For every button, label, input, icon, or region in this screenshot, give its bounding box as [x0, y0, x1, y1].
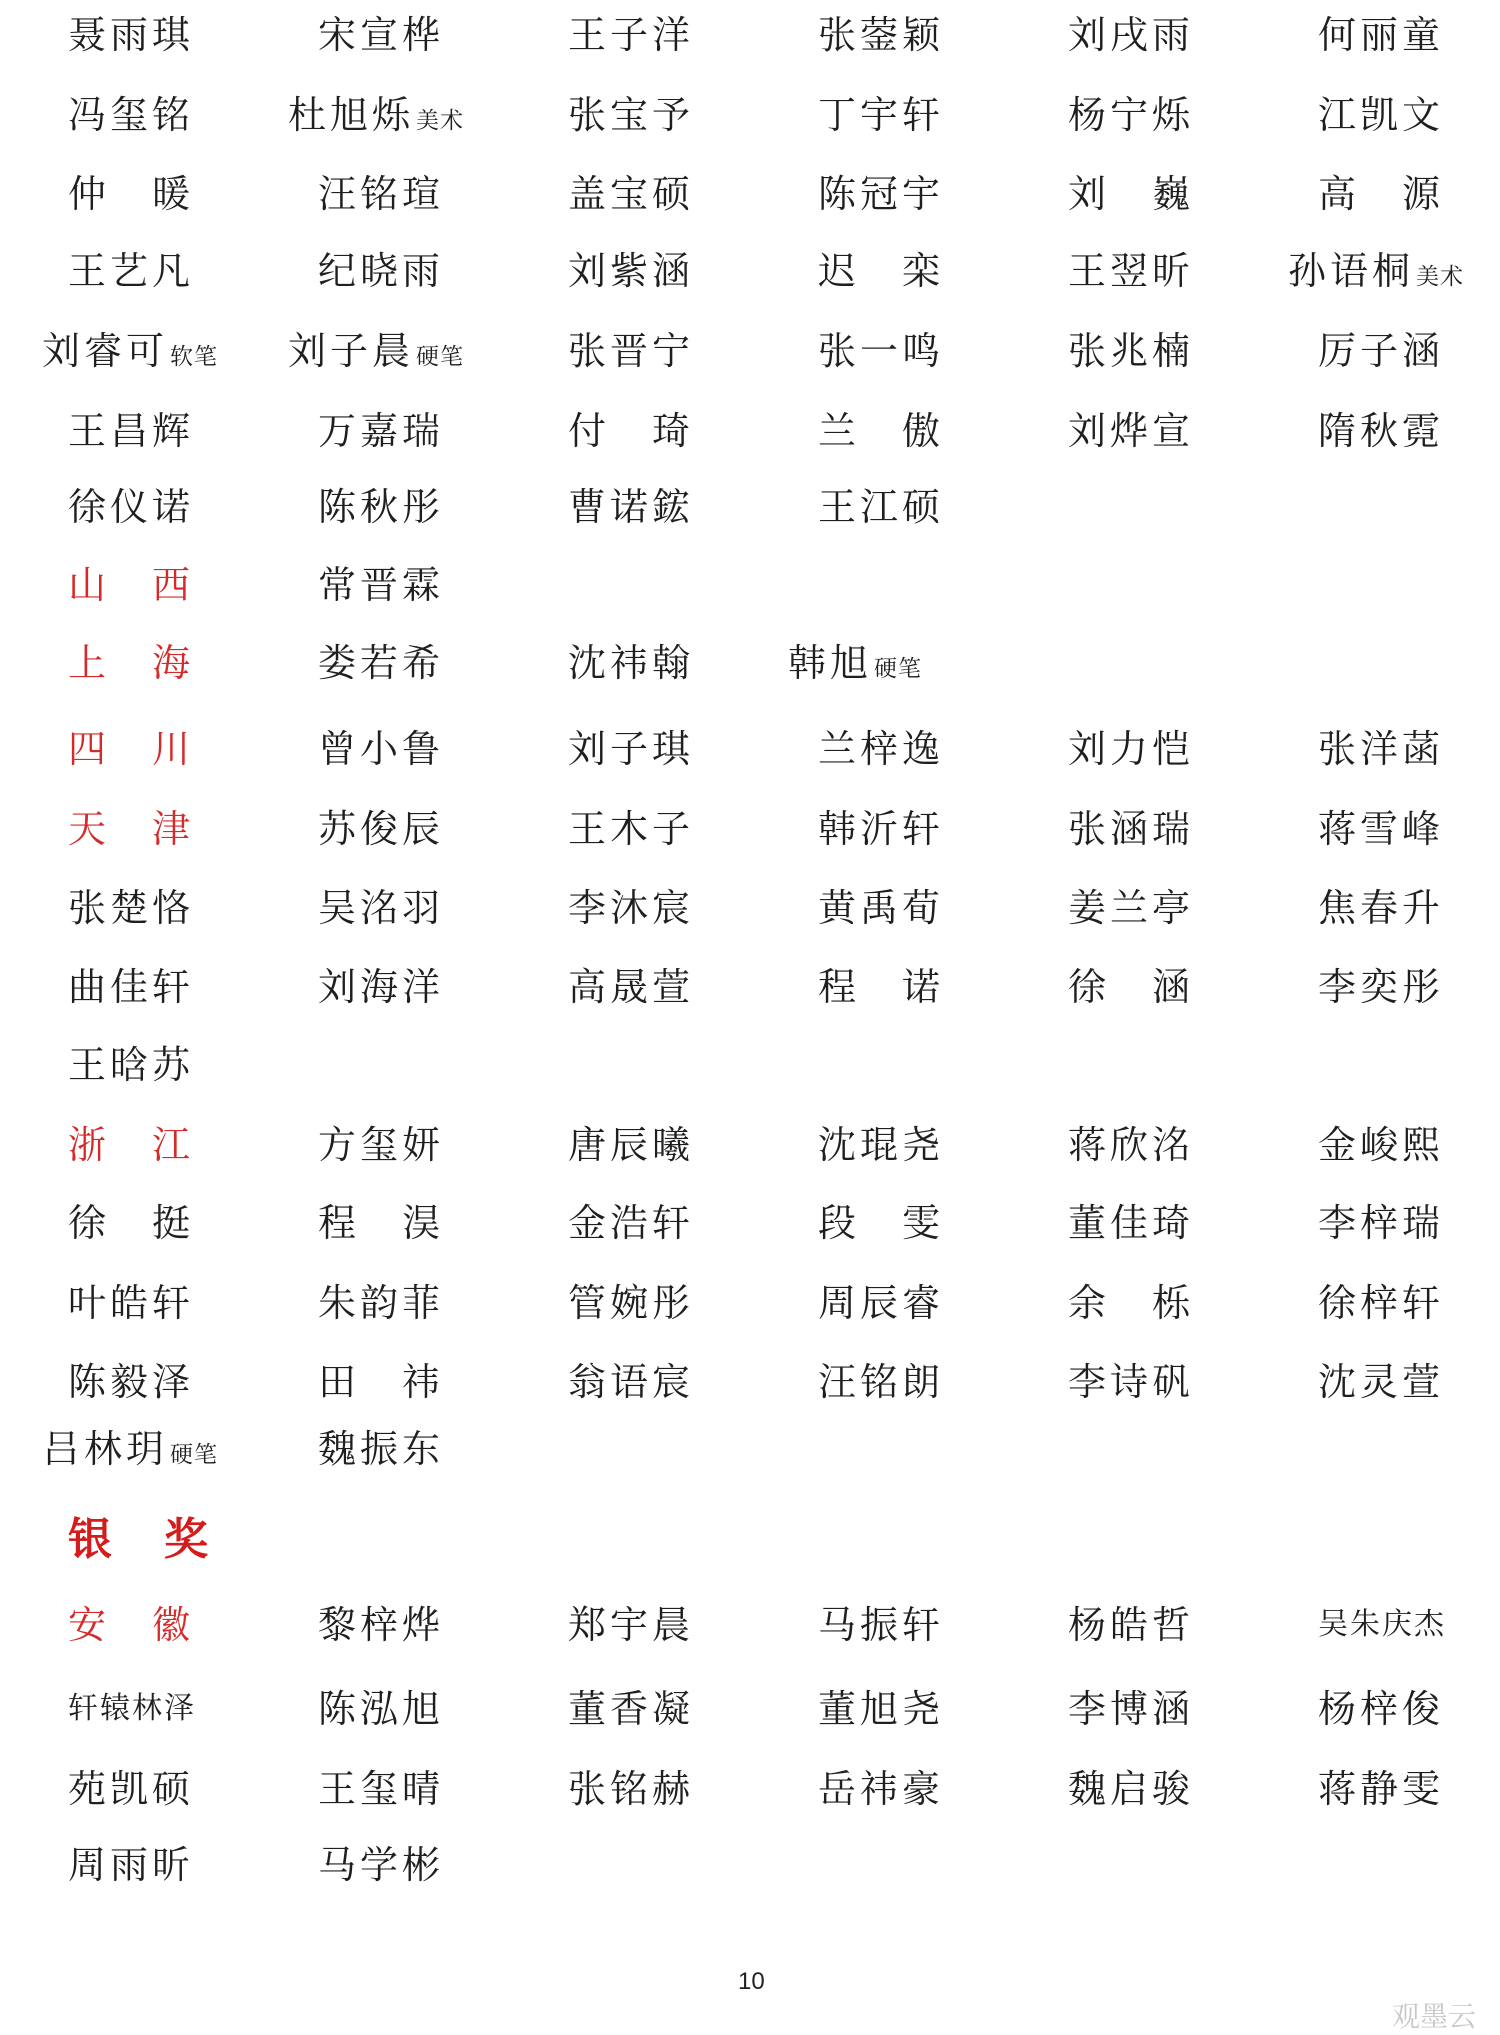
name-text: 李梓瑞 [1318, 1201, 1445, 1245]
student-name [568, 1188, 694, 1258]
student-name [318, 628, 444, 698]
student-name [1318, 1754, 1444, 1824]
student-name [1318, 1268, 1444, 1338]
student-name [818, 1110, 944, 1180]
name-text: 翁语宸 [568, 1360, 695, 1404]
student-name [318, 1590, 444, 1660]
student-name [1068, 0, 1194, 70]
student-name [1318, 1674, 1444, 1744]
student-name [1318, 952, 1444, 1022]
name-text: 孙语桐 [1288, 249, 1415, 293]
name-text: 周雨昕 [68, 1843, 195, 1887]
name-text: 陈冠宇 [818, 172, 945, 216]
name-text: 刘子晨 [288, 329, 415, 373]
student-name [68, 1030, 194, 1100]
name-text: 汪铭瑄 [318, 172, 445, 216]
name-text: 纪晓雨 [318, 249, 445, 293]
category-tag: 软笔 [170, 344, 219, 370]
student-name [68, 396, 194, 466]
name-row [0, 316, 1500, 386]
name-text: 刘海洋 [318, 965, 445, 1009]
name-text: 曲佳轩 [68, 965, 195, 1009]
student-name [318, 396, 444, 466]
watermark: 观墨云 [1392, 2001, 1477, 2032]
category-tag: 美术 [416, 108, 465, 134]
region-row [0, 1110, 1500, 1180]
name-text: 高 源 [1318, 172, 1445, 216]
name-text: 厉子涵 [1318, 329, 1445, 373]
region-label [68, 628, 194, 698]
name-text: 魏启骏 [1068, 1767, 1195, 1811]
name-text: 李诗矾 [1068, 1360, 1195, 1404]
student-name [818, 1268, 944, 1338]
name-text: 蒋雪峰 [1318, 807, 1445, 851]
name-text: 江凯文 [1318, 93, 1445, 137]
name-text: 余 栎 [1068, 1281, 1195, 1325]
student-name [818, 316, 944, 386]
name-text: 张蓥颖 [818, 13, 945, 57]
name-text: 李博涵 [1068, 1687, 1195, 1731]
student-name [568, 1347, 694, 1417]
student-name [68, 873, 194, 943]
name-text: 刘 巍 [1068, 172, 1195, 216]
student-name [1318, 873, 1444, 943]
name-text: 朱韵菲 [318, 1281, 445, 1325]
name-text: 兰 傲 [818, 409, 945, 453]
student-name [1068, 873, 1194, 943]
name-text: 沈灵萱 [1318, 1360, 1445, 1404]
name-text: 苑凯硕 [68, 1767, 195, 1811]
name-text: 陈泓旭 [318, 1687, 445, 1731]
region-label [68, 550, 194, 620]
name-text: 李沐宸 [568, 886, 695, 930]
student-name [318, 0, 444, 70]
name-text: 岳祎豪 [818, 1767, 945, 1811]
student-name [568, 952, 694, 1022]
region-label [68, 1590, 194, 1660]
student-name [1318, 159, 1444, 229]
student-name [68, 0, 194, 70]
name-row [0, 472, 1500, 542]
name-text: 马学彬 [318, 1843, 445, 1887]
award-title [68, 1505, 212, 1575]
name-text: 张兆楠 [1068, 329, 1195, 373]
name-text: 徐梓轩 [1318, 1281, 1445, 1325]
name-text: 盖宝硕 [568, 172, 695, 216]
category-tag: 硬笔 [170, 1442, 219, 1468]
student-name [1068, 1268, 1194, 1338]
name-text: 马振轩 [818, 1603, 945, 1647]
name-row [0, 1030, 1500, 1100]
award-heading-row [0, 1505, 1500, 1575]
name-text: 常晋霖 [318, 563, 445, 607]
student-name [42, 316, 218, 392]
name-text: 黄禹荀 [818, 886, 945, 930]
name-text: 聂雨琪 [68, 13, 195, 57]
name-text: 吕林玥 [42, 1427, 169, 1471]
student-name [1068, 80, 1194, 150]
student-name [318, 236, 444, 306]
name-row [0, 1414, 1500, 1484]
name-text: 魏振东 [318, 1427, 445, 1471]
name-text: 天 津 [68, 807, 195, 851]
student-name [318, 550, 444, 620]
name-text: 杜旭烁 [288, 93, 415, 137]
name-text: 董佳琦 [1068, 1201, 1195, 1245]
name-text: 韩旭 [788, 641, 873, 685]
student-name [1068, 396, 1194, 466]
name-text: 曹诺鋐 [568, 485, 695, 529]
student-name [568, 1590, 694, 1660]
student-name [318, 1414, 444, 1484]
student-name [1318, 714, 1444, 784]
student-name [1068, 1188, 1194, 1258]
student-name [1068, 1590, 1194, 1660]
name-text: 蒋静雯 [1318, 1767, 1445, 1811]
student-name [318, 1268, 444, 1338]
name-text: 四 川 [68, 727, 195, 771]
name-text: 杨皓哲 [1068, 1603, 1195, 1647]
student-name [1068, 1110, 1194, 1180]
name-text: 王木子 [568, 807, 695, 851]
name-text: 刘烨宣 [1068, 409, 1195, 453]
student-name [68, 1347, 194, 1417]
name-text: 付 琦 [568, 409, 695, 453]
student-name [788, 628, 922, 704]
name-text: 万嘉瑞 [318, 409, 445, 453]
student-name [318, 1830, 444, 1900]
region-row [0, 714, 1500, 784]
name-text: 管婉彤 [568, 1281, 695, 1325]
region-label [68, 1110, 194, 1180]
name-text: 唐辰曦 [568, 1123, 695, 1167]
name-row [0, 1674, 1500, 1744]
name-text: 轩辕林泽 [68, 1691, 196, 1726]
name-text: 金峻熙 [1318, 1123, 1445, 1167]
student-name [568, 1674, 694, 1744]
name-text: 蒋欣洺 [1068, 1123, 1195, 1167]
name-text: 陈秋彤 [318, 485, 445, 529]
student-name [818, 1188, 944, 1258]
category-tag: 美术 [1416, 264, 1465, 290]
name-text: 丁宇轩 [818, 93, 945, 137]
region-row [0, 1590, 1500, 1660]
student-name [68, 1754, 194, 1824]
name-text: 杨梓俊 [1318, 1687, 1445, 1731]
student-name [1068, 236, 1194, 306]
name-text: 冯玺铭 [68, 93, 195, 137]
name-text: 田 祎 [318, 1360, 445, 1404]
name-row [0, 80, 1500, 150]
student-name [568, 316, 694, 386]
student-name [818, 873, 944, 943]
name-text: 安 徽 [68, 1603, 195, 1647]
student-name [42, 1414, 218, 1490]
student-name [288, 80, 464, 156]
student-name [568, 1110, 694, 1180]
student-name [568, 873, 694, 943]
name-text: 王翌昕 [1068, 249, 1195, 293]
student-name [568, 472, 694, 542]
name-text: 沈琨尧 [818, 1123, 945, 1167]
student-name [318, 1754, 444, 1824]
name-text: 徐 挺 [68, 1201, 195, 1245]
student-name [1068, 159, 1194, 229]
name-row [0, 873, 1500, 943]
name-text: 张一鸣 [818, 329, 945, 373]
name-text: 刘子琪 [568, 727, 695, 771]
student-name [568, 159, 694, 229]
student-name [818, 1754, 944, 1824]
name-text: 沈祎翰 [568, 641, 695, 685]
name-text: 刘睿可 [42, 329, 169, 373]
name-text: 张宝予 [568, 93, 695, 137]
name-text: 隋秋霓 [1318, 409, 1445, 453]
name-text: 王昌辉 [68, 409, 195, 453]
name-text: 周辰睿 [818, 1281, 945, 1325]
name-text: 吴洺羽 [318, 886, 445, 930]
student-name [818, 1674, 944, 1744]
student-name [1318, 0, 1444, 70]
name-text: 迟 栾 [818, 249, 945, 293]
name-row [0, 952, 1500, 1022]
name-text: 程 诺 [818, 965, 945, 1009]
student-name [318, 794, 444, 864]
name-row [0, 236, 1500, 306]
student-name [1318, 1590, 1446, 1660]
name-text: 焦春升 [1318, 886, 1445, 930]
student-name [318, 873, 444, 943]
name-row [0, 1188, 1500, 1258]
name-text: 张铭赫 [568, 1767, 695, 1811]
name-text: 张楚恪 [68, 886, 195, 930]
student-name [318, 1674, 444, 1744]
student-name [1318, 396, 1444, 466]
student-name [318, 1188, 444, 1258]
student-name [318, 714, 444, 784]
student-name [818, 714, 944, 784]
student-name [1068, 952, 1194, 1022]
student-name [818, 396, 944, 466]
name-text: 徐仪诺 [68, 485, 195, 529]
name-text: 徐 涵 [1068, 965, 1195, 1009]
name-text: 程 淏 [318, 1201, 445, 1245]
region-label [68, 794, 194, 864]
name-text: 浙 江 [68, 1123, 195, 1167]
name-text: 高晟萱 [568, 965, 695, 1009]
student-name [568, 794, 694, 864]
student-name [568, 1754, 694, 1824]
name-text: 张晋宁 [568, 329, 695, 373]
name-text: 兰梓逸 [818, 727, 945, 771]
name-text: 段 雯 [818, 1201, 945, 1245]
name-text: 王晗苏 [68, 1043, 195, 1087]
name-text: 汪铭朗 [818, 1360, 945, 1404]
name-text: 杨宁烁 [1068, 93, 1195, 137]
name-row [0, 159, 1500, 229]
region-label [68, 714, 194, 784]
name-text: 姜兰亭 [1068, 886, 1195, 930]
student-name [1068, 1347, 1194, 1417]
student-name [1068, 794, 1194, 864]
name-text: 王子洋 [568, 13, 695, 57]
student-name [818, 236, 944, 306]
student-name [568, 628, 694, 698]
student-name [1318, 1188, 1444, 1258]
category-tag: 硬笔 [416, 344, 465, 370]
name-text: 叶皓轩 [68, 1281, 195, 1325]
name-text: 刘戌雨 [1068, 13, 1195, 57]
name-text: 李奕彤 [1318, 965, 1445, 1009]
name-text: 方玺妍 [318, 1123, 445, 1167]
name-text: 韩沂轩 [818, 807, 945, 851]
student-name [818, 1347, 944, 1417]
student-name [318, 472, 444, 542]
student-name [568, 396, 694, 466]
student-name [1068, 1674, 1194, 1744]
student-name [68, 1188, 194, 1258]
student-name [1068, 1754, 1194, 1824]
student-name [68, 1268, 194, 1338]
name-row [0, 1754, 1500, 1824]
name-text: 上 海 [68, 641, 195, 685]
name-text: 宋宣桦 [318, 13, 445, 57]
student-name [818, 1590, 944, 1660]
student-name [1318, 794, 1444, 864]
name-text: 郑宇晨 [568, 1603, 695, 1647]
student-name [818, 794, 944, 864]
student-name [1318, 80, 1444, 150]
name-text: 董香凝 [568, 1687, 695, 1731]
name-text: 银 奖 [68, 1514, 212, 1565]
student-name [68, 472, 194, 542]
student-name [68, 159, 194, 229]
name-text: 娄若希 [318, 641, 445, 685]
name-row [0, 1268, 1500, 1338]
student-name [568, 80, 694, 150]
name-text: 董旭尧 [818, 1687, 945, 1731]
student-name [68, 236, 194, 306]
name-text: 黎梓烨 [318, 1603, 445, 1647]
name-text: 张涵瑞 [1068, 807, 1195, 851]
student-name [68, 1674, 196, 1744]
student-name [818, 159, 944, 229]
name-row [0, 396, 1500, 466]
student-name [68, 952, 194, 1022]
name-text: 王艺凡 [68, 249, 195, 293]
name-text: 刘力恺 [1068, 727, 1195, 771]
region-row [0, 550, 1500, 620]
student-name [568, 236, 694, 306]
student-name [818, 952, 944, 1022]
name-text: 苏俊辰 [318, 807, 445, 851]
student-name [1068, 714, 1194, 784]
name-text: 金浩轩 [568, 1201, 695, 1245]
name-text: 刘紫涵 [568, 249, 695, 293]
region-row [0, 628, 1500, 698]
page-number: 10 [738, 1968, 765, 1995]
name-row [0, 1830, 1500, 1900]
student-name [318, 1347, 444, 1417]
student-name [68, 1830, 194, 1900]
student-name [288, 316, 464, 392]
student-name [318, 159, 444, 229]
name-row [0, 1347, 1500, 1417]
student-name [1068, 316, 1194, 386]
student-name [818, 472, 944, 542]
student-name [318, 952, 444, 1022]
name-row [0, 0, 1500, 70]
name-text: 吴朱庆杰 [1318, 1607, 1446, 1642]
student-name [68, 80, 194, 150]
student-name [1288, 236, 1464, 312]
name-text: 张洋菡 [1318, 727, 1445, 771]
student-name [818, 0, 944, 70]
name-text: 曾小鲁 [318, 727, 445, 771]
student-name [818, 80, 944, 150]
student-name [1318, 1110, 1444, 1180]
category-tag: 硬笔 [874, 656, 923, 682]
name-text: 王江硕 [818, 485, 945, 529]
region-row [0, 794, 1500, 864]
student-name [1318, 1347, 1444, 1417]
name-text: 陈毅泽 [68, 1360, 195, 1404]
name-text: 何丽童 [1318, 13, 1445, 57]
student-name [568, 714, 694, 784]
name-text: 山 西 [68, 563, 195, 607]
student-name [318, 1110, 444, 1180]
student-name [568, 1268, 694, 1338]
name-text: 仲 暖 [68, 172, 195, 216]
student-name [568, 0, 694, 70]
name-text: 王玺晴 [318, 1767, 445, 1811]
student-name [1318, 316, 1444, 386]
